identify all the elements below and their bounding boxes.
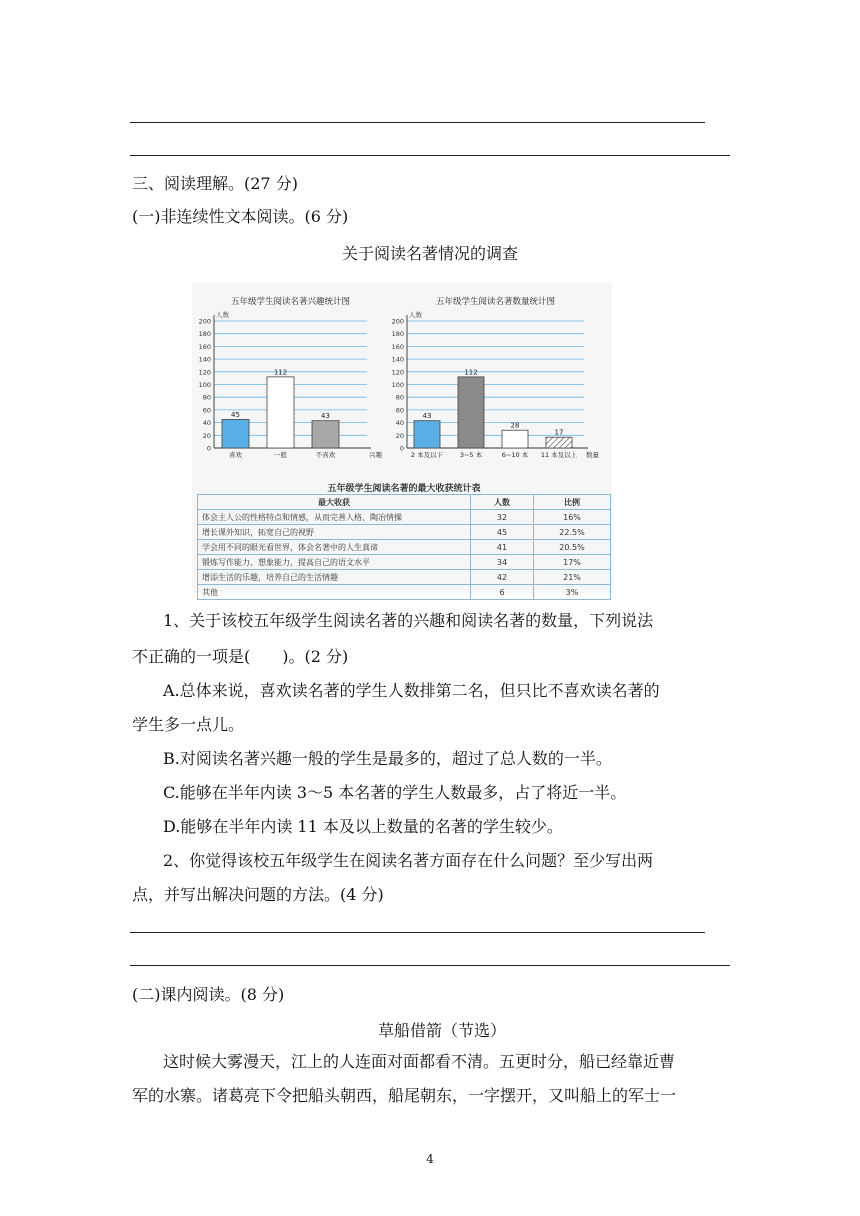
table-row <box>198 540 611 555</box>
x-tick-label: 喜欢 <box>229 451 242 459</box>
y-axis-label: 人数 <box>216 311 229 319</box>
y-tick-label: 100 <box>198 381 211 389</box>
y-tick-label: 140 <box>198 355 211 364</box>
bar <box>458 377 484 448</box>
answer-line-2 <box>130 155 730 156</box>
table-cell: 20.5% <box>534 540 611 555</box>
table-cell: 增添生活的乐趣，培养自己的生活情趣 <box>198 570 471 585</box>
table-row <box>198 555 611 570</box>
chart-title: 五年级学生阅读名著兴趣统计图 <box>230 297 351 307</box>
table-cell: 学会用不同的眼光看世界，体会名著中的人生真谛 <box>198 540 471 555</box>
bar <box>414 421 440 448</box>
data-label: 112 <box>273 368 288 377</box>
x-axis-label: 数量 <box>586 451 599 459</box>
table-cell: 3% <box>534 585 611 600</box>
y-tick-label: 60 <box>395 406 404 415</box>
option-a-line-2: 学生多一点儿。 <box>132 715 245 734</box>
bar <box>267 377 294 448</box>
table-cell: 22.5% <box>534 525 611 540</box>
data-label: 43 <box>321 412 330 421</box>
table-title: 五年级学生阅读名著的最大收获统计表 <box>327 484 481 494</box>
table-row <box>198 570 611 585</box>
option-b: B.对阅读名著兴趣一般的学生是最多的，超过了总人数的一半。 <box>163 749 612 768</box>
y-tick-label: 180 <box>198 330 211 339</box>
data-label: 17 <box>554 428 564 437</box>
table-cell: 45 <box>471 525 534 540</box>
option-a-line-1: A.总体来说，喜欢读名著的学生人数排第二名，但只比不喜欢读名著的 <box>163 681 660 700</box>
x-axis-label: 兴趣 <box>369 451 382 459</box>
answer-line-3 <box>130 932 705 933</box>
table-cell: 17% <box>534 555 611 570</box>
y-tick-label: 200 <box>198 317 211 326</box>
option-c: C.能够在半年内读 3～5 本名著的学生人数最多，占了将近一半。 <box>163 783 627 802</box>
table-cell: 锻炼写作能力、想象能力，提高自己的语文水平 <box>198 555 471 570</box>
table-row <box>198 585 611 600</box>
chart-title: 五年级学生阅读名著数量统计图 <box>435 297 556 307</box>
passage-line-1: 这时候大雾漫天，江上的人连面对面都看不清。五更时分，船已经靠近曹 <box>163 1052 676 1071</box>
y-tick-label: 160 <box>198 342 211 351</box>
y-tick-label: 0 <box>206 444 211 453</box>
answer-line-1 <box>130 122 705 123</box>
table-row <box>198 525 611 540</box>
option-d: D.能够在半年内读 11 本及以上数量的名著的学生较少。 <box>163 817 563 836</box>
y-tick-label: 120 <box>391 368 404 377</box>
data-label: 28 <box>510 421 520 430</box>
bar <box>222 419 249 448</box>
bar <box>502 430 528 448</box>
y-tick-label: 140 <box>391 355 404 364</box>
y-tick-label: 180 <box>391 330 404 339</box>
question-2-line-1: 2、你觉得该校五年级学生在阅读名著方面存在什么问题？至少写出两 <box>163 851 654 870</box>
passage-line-2: 军的水寨。诸葛亮下令把船头朝西，船尾朝东，一字摆开，又叫船上的军士一 <box>132 1086 677 1105</box>
y-tick-label: 100 <box>391 381 404 389</box>
y-tick-label: 40 <box>202 419 211 428</box>
y-tick-label: 80 <box>395 393 404 402</box>
table-title-row <box>198 481 611 495</box>
data-label: 45 <box>231 410 240 419</box>
x-tick-label: 一般 <box>274 451 287 459</box>
table-header: 比例 <box>534 495 611 510</box>
x-tick-label: 3~5 本 <box>459 451 483 459</box>
x-tick-label: 6~10 本 <box>501 451 529 459</box>
question-1-line-1: 1、关于该校五年级学生阅读名著的兴趣和阅读名著的数量，下列说法 <box>163 611 654 630</box>
table-cell: 体会主人公的性格特点和情感，从而完善人格、陶冶情操 <box>198 510 471 525</box>
y-tick-label: 0 <box>399 444 404 453</box>
passage-title: 草船借箭（节选） <box>377 1021 506 1040</box>
y-tick-label: 40 <box>395 419 404 428</box>
table-cell: 34 <box>471 555 534 570</box>
x-tick-label: 不喜欢 <box>315 451 336 459</box>
table-header-row <box>198 495 611 510</box>
table-cell: 32 <box>471 510 534 525</box>
y-axis-label: 人数 <box>409 311 422 319</box>
answer-line-4 <box>130 965 730 966</box>
survey-charts <box>192 283 612 483</box>
table-header: 最大收获 <box>198 495 471 510</box>
survey-title: 关于阅读名著情况的调查 <box>341 244 518 263</box>
y-tick-label: 60 <box>202 406 211 415</box>
bar <box>546 437 572 448</box>
part1-heading: (一)非连续性文本阅读。(6 分) <box>132 207 349 226</box>
data-label: 112 <box>464 368 478 377</box>
table-cell: 增长课外知识，拓宽自己的视野 <box>198 525 471 540</box>
page-number: 4 <box>426 1152 434 1166</box>
x-tick-label: 2 本及以下 <box>410 451 444 459</box>
question-2-line-2: 点，并写出解决问题的方法。(4 分) <box>132 885 384 904</box>
y-tick-label: 20 <box>395 431 404 440</box>
y-tick-label: 120 <box>198 368 211 377</box>
table-cell: 其他 <box>198 585 471 600</box>
table-cell: 21% <box>534 570 611 585</box>
bar <box>312 421 339 448</box>
data-label: 43 <box>422 412 432 421</box>
x-tick-label: 11 本及以上 <box>540 451 578 459</box>
part2-heading: (二)课内阅读。(8 分) <box>132 985 285 1004</box>
table-row <box>198 510 611 525</box>
table-header: 人数 <box>471 495 534 510</box>
table-cell: 42 <box>471 570 534 585</box>
section3-heading: 三、阅读理解。(27 分) <box>132 174 298 193</box>
table-cell: 16% <box>534 510 611 525</box>
y-tick-label: 200 <box>391 317 404 326</box>
y-tick-label: 80 <box>202 393 211 402</box>
y-tick-label: 20 <box>202 431 211 440</box>
question-1-line-2: 不正确的一项是( )。(2 分) <box>132 647 349 666</box>
table-cell: 6 <box>471 585 534 600</box>
table-cell: 41 <box>471 540 534 555</box>
harvest-table <box>197 481 611 600</box>
y-tick-label: 160 <box>391 342 404 351</box>
